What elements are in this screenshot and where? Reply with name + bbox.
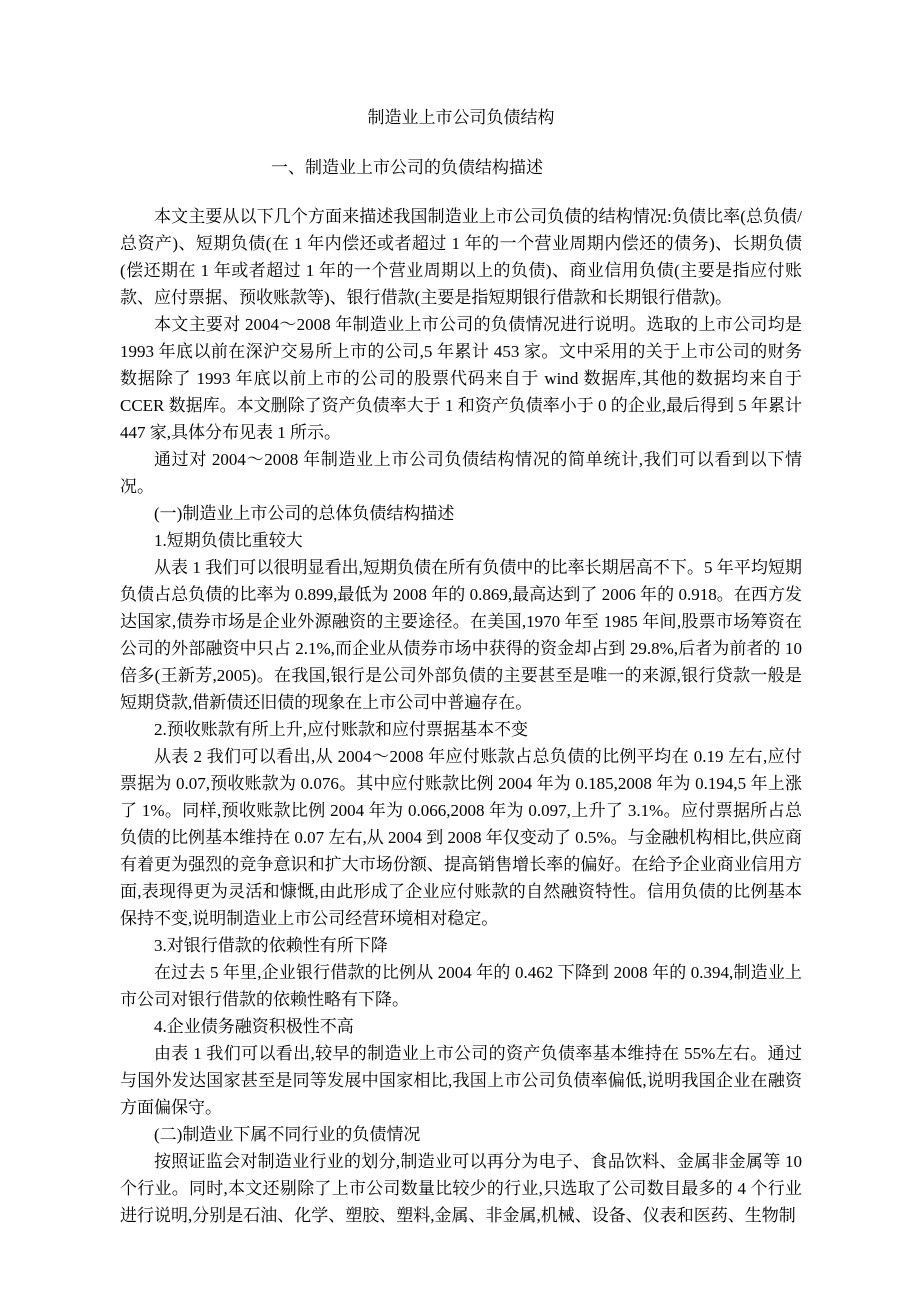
subheading-bank-loan-dependence: 3.对银行借款的依赖性有所下降 [154,936,388,955]
paragraph-short-term-debt: 从表 1 我们可以很明显看出,短期负债在所有负债中的比率长期居高不下。5 年平均短期负债占总负债的比率为 0.899,最低为 2008 年的 0.869,最高达到了 2006 年的 0.918。在西方发达国家,债券市场是企业外源融资的主要途径。在美国,1970 年至 1985 年间,股票市场筹资在公司的外部融资中只占 2.1%,而企业从债券市场中获得的资金却占到 29.8%,后者为前者的 10 倍多(王新芳,2005)。在我国,银行是公司外部负债的主要甚至是唯一的来源,银行贷款一般是短期贷款,借新债还旧债的现象在上市公司中普遍存在。 [120,558,802,712]
paragraph-bank-loan-dependence: 在过去 5 年里,企业银行借款的比例从 2004 年的 0.462 下降到 2008 年的 0.394,制造业上市公司对银行借款的依赖性略有下降。 [120,963,802,1009]
paragraph-payables-analysis: 从表 2 我们可以看出,从 2004～2008 年应付账款占总负债的比例平均在 0.19 左右,应付票据为 0.07,预收账款为 0.076。其中应付账款比例 2004 年为 0.185,2008 年为 0.194,5 年上涨了 1%。同样,预收账款比例 2004 年为 0.066,2008 年为 0.097,上升了 3.1%。应付票据所占总负债的比例基本维持在 0.07 左右,从 2004 到 2008 年仅变动了 0.5%。与金融机构相比,供应商有着更为强烈的竞争意识和扩大市场份额、提高销售增长率的偏好。在给予企业商业信用方面,表现得更为灵活和慷慨,由此形成了企业应付账款的自然融资特性。信用负债的比例基本保持不变,说明制造业上市公司经营环境相对稳定。 [120,747,802,928]
document-title: 制造业上市公司负债结构 [367,108,555,127]
section-heading: 一、制造业上市公司的负债结构描述 [271,158,543,177]
paragraph-debt-financing-enthusiasm: 由表 1 我们可以看出,较早的制造业上市公司的资产负债率基本维持在 55%左右。通过与国外发达国家甚至是同等发展中国家相比,我国上市公司负债率偏低,说明我国企业在融资方面偏保守。 [120,1044,802,1117]
paragraph-industry-breakdown: 按照证监会对制造业行业的划分,制造业可以再分为电子、食品饮料、金属非金属等 10 个行业。同时,本文还剔除了上市公司数量比较少的行业,只选取了公司数目最多的 4 个行业进行说明,分别是石油、化学、塑胶、塑料,金属、非金属,机械、设备、仪表和医药、生物制 [120,1152,802,1225]
paragraph-intro-definitions: 本文主要从以下几个方面来描述我国制造业上市公司负债的结构情况:负债比率(总负债/总资产)、短期负债(在 1 年内偿还或者超过 1 年的一个营业周期内偿还的债务)、长期负债(偿还期在 1 年或者超过 1 年的一个营业周期以上的负债)、商业信用负债(主要是指应付账款、应付票据、预收账款等)、银行借款(主要是指短期银行借款和长期银行借款)。 [120,207,802,307]
paragraph-sample-description: 本文主要对 2004～2008 年制造业上市公司的负债情况进行说明。选取的上市公司均是 1993 年底以前在深沪交易所上市的公司,5 年累计 453 家。文中采用的关于上市公司的财务数据除了 1993 年底以前上市的公司的股票代码来自于 wind 数据库,其他的数据均来自于 CCER 数据库。本文删除了资产负债率大于 1 和资产负债率小于 0 的企业,最后得到 5 年累计 447 家,具体分布见表 1 所示。 [120,315,802,442]
subheading-debt-financing-enthusiasm: 4.企业债务融资积极性不高 [154,1017,354,1036]
subheading-advance-receipts: 2.预收账款有所上升,应付账款和应付票据基本不变 [154,720,528,739]
subheading-short-term-debt: 1.短期负债比重较大 [154,531,303,550]
subheading-overall-structure: (一)制造业上市公司的总体负债结构描述 [154,504,455,523]
paragraph-statistics-overview: 通过对 2004～2008 年制造业上市公司负债结构情况的简单统计,我们可以看到以下情况。 [120,450,802,496]
subheading-industry-breakdown: (二)制造业下属不同行业的负债情况 [154,1125,421,1144]
